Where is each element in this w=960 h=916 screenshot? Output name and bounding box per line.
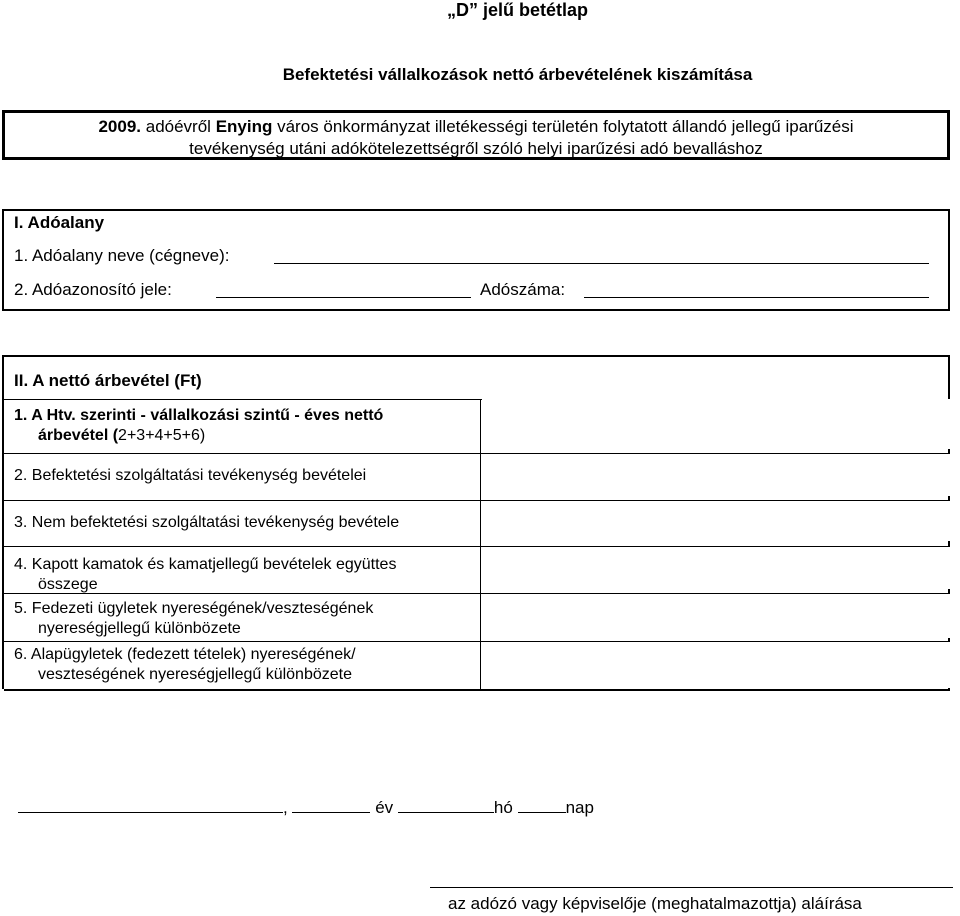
row-5-label <box>14 599 373 639</box>
taxpayer-name-field[interactable] <box>274 263 929 264</box>
table-bottom-border <box>4 689 950 691</box>
row-4-label <box>14 555 396 595</box>
declaration-city: Enying <box>215 117 273 136</box>
row-1-label <box>14 406 383 446</box>
taxpayer-id-row <box>14 280 934 300</box>
row-4-value[interactable] <box>482 547 952 589</box>
page-title: „D” jelű betétlap <box>446 0 589 20</box>
day-field[interactable] <box>518 811 566 813</box>
row-3-label: 3. Nem befektetési szolgáltatási tevékenység bevétele <box>14 514 400 531</box>
row-4-line-1: 4. Kapott kamatok és kamatjellegű bevételek együttes <box>14 556 397 573</box>
row-3-value[interactable] <box>482 501 952 541</box>
date-comma: , <box>283 798 288 817</box>
taxpayer-id-label: 2. Adóazonosító jele: <box>14 280 172 299</box>
row-6-line-2: veszteségének nyereségjellegű különbözete <box>38 666 352 683</box>
row-6-label <box>14 645 356 685</box>
month-label: hó <box>493 798 513 817</box>
row-1-line-1: 1. A Htv. szerinti - vállalkozási szintű - éves nettó <box>14 407 384 424</box>
row-4-line-2: összege <box>38 576 98 593</box>
place-field[interactable] <box>18 811 283 813</box>
date-line <box>18 798 594 818</box>
row-5-line-2: nyereségjellegű különbözete <box>38 620 241 637</box>
page-subtitle: Befektetési vállalkozások nettó árbevételének kiszámítása <box>282 65 753 84</box>
row-2-value[interactable] <box>482 454 952 496</box>
row-1-line-2-formula: 2+3+4+5+6) <box>118 427 206 444</box>
row-1-value[interactable] <box>482 399 952 449</box>
declaration-text-1: adóévről <box>141 117 216 136</box>
tax-number-field[interactable] <box>584 297 929 298</box>
declaration-box <box>2 110 950 160</box>
section-taxpayer <box>2 209 950 311</box>
taxpayer-name-row <box>14 246 934 266</box>
year-label: év <box>375 798 394 817</box>
taxpayer-id-field[interactable] <box>216 297 471 298</box>
declaration-text-2: város önkormányzat illetékességi területén folytatott állandó jellegű iparűzési <box>272 117 854 136</box>
tax-number-label: Adószáma: <box>480 280 566 299</box>
taxpayer-name-label: 1. Adóalany neve (cégneve): <box>14 246 230 265</box>
section-taxpayer-title: I. Adóalany <box>14 213 105 232</box>
day-label: nap <box>565 798 594 817</box>
year-field[interactable] <box>292 811 370 813</box>
row-5-value[interactable] <box>482 594 952 638</box>
section-net-revenue <box>2 355 950 689</box>
section-net-revenue-title: II. A nettó árbevétel (Ft) <box>14 371 202 390</box>
row-5-line-1: 5. Fedezeti ügyletek nyereségének/veszteségének <box>14 600 374 617</box>
row-6-line-1: 6. Alapügyletek (fedezett tételek) nyereségének/ <box>14 646 356 663</box>
row-1-line-2-bold: árbevétel ( <box>38 427 119 444</box>
column-divider <box>480 399 481 689</box>
declaration-line-2: tevékenység utáni adókötelezettségről szóló helyi iparűzési adó bevalláshoz <box>189 139 763 158</box>
row-2-label: 2. Befektetési szolgáltatási tevékenység bevételei <box>14 467 367 484</box>
row-6-value[interactable] <box>482 642 952 688</box>
signature-field[interactable] <box>430 887 953 888</box>
month-field[interactable] <box>398 811 494 813</box>
signature-label: az adózó vagy képviselője (meghatalmazottja) aláírása <box>448 894 862 913</box>
declaration-line-1 <box>5 116 947 138</box>
declaration-year: 2009. <box>98 117 142 136</box>
